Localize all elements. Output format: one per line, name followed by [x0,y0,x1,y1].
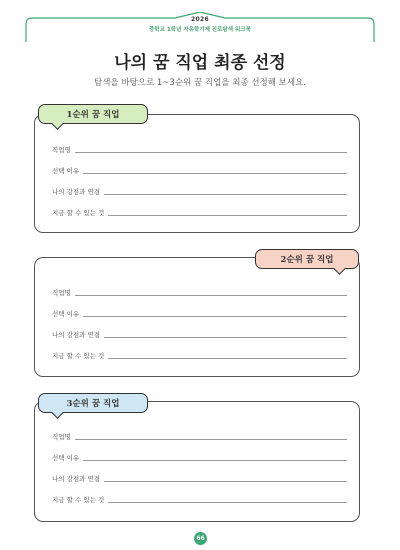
action-input-line[interactable] [108,502,347,503]
action-row [52,347,347,361]
field-label: 직업명 [52,146,71,154]
field-label: 지금 할 수 있는 것 [52,209,105,217]
job-name-row [52,141,347,155]
field-label: 지금 할 수 있는 것 [52,496,105,504]
header-year: 2026 [191,16,209,23]
job-name-input-line[interactable] [75,152,347,153]
reason-row [52,449,347,463]
page-subtitle: 탐색을 바탕으로 1~3순위 꿈 직업을 최종 선정해 보세요. [94,78,306,88]
job-name-input-line[interactable] [75,439,347,440]
field-label: 직업명 [52,289,71,297]
rank-2-card [34,257,360,377]
strength-row [52,326,347,340]
strength-row [52,183,347,197]
rank-3-card [34,401,360,522]
reason-input-line[interactable] [83,173,347,174]
field-label: 직업명 [52,433,71,441]
page-number: 66 [194,532,207,545]
rank-1-tag-label: 1순위 꿈 직업 [66,110,120,120]
action-input-line[interactable] [108,358,347,359]
rank-1-tag [38,104,148,124]
field-label: 선택 이유 [52,310,80,318]
field-label: 나의 강점과 연결 [52,331,101,339]
header-subtitle: 중학교 1학년 자유학기제 진로탐색 워크북 [149,27,251,33]
strength-input-line[interactable] [104,194,347,195]
job-name-input-line[interactable] [75,295,347,296]
reason-row [52,162,347,176]
strength-input-line[interactable] [104,337,347,338]
field-label: 선택 이유 [52,454,80,462]
action-row [52,204,347,218]
strength-row [52,470,347,484]
job-name-row [52,428,347,442]
reason-input-line[interactable] [83,316,347,317]
reason-input-line[interactable] [83,460,347,461]
reason-row [52,305,347,319]
rank-2-tag [255,249,359,269]
field-label: 나의 강점과 연결 [52,475,101,483]
page-title: 나의 꿈 직업 최종 선정 [114,53,286,73]
action-input-line[interactable] [108,215,347,216]
rank-1-card [34,114,360,233]
field-label: 선택 이유 [52,167,80,175]
strength-input-line[interactable] [104,481,347,482]
rank-3-tag-label: 3순위 꿈 직업 [66,399,120,409]
field-label: 나의 강점과 연결 [52,188,101,196]
rank-2-tag-label: 2순위 꿈 직업 [280,255,334,265]
action-row [52,491,347,505]
job-name-row [52,284,347,298]
field-label: 지금 할 수 있는 것 [52,352,105,360]
rank-3-tag [38,393,148,413]
